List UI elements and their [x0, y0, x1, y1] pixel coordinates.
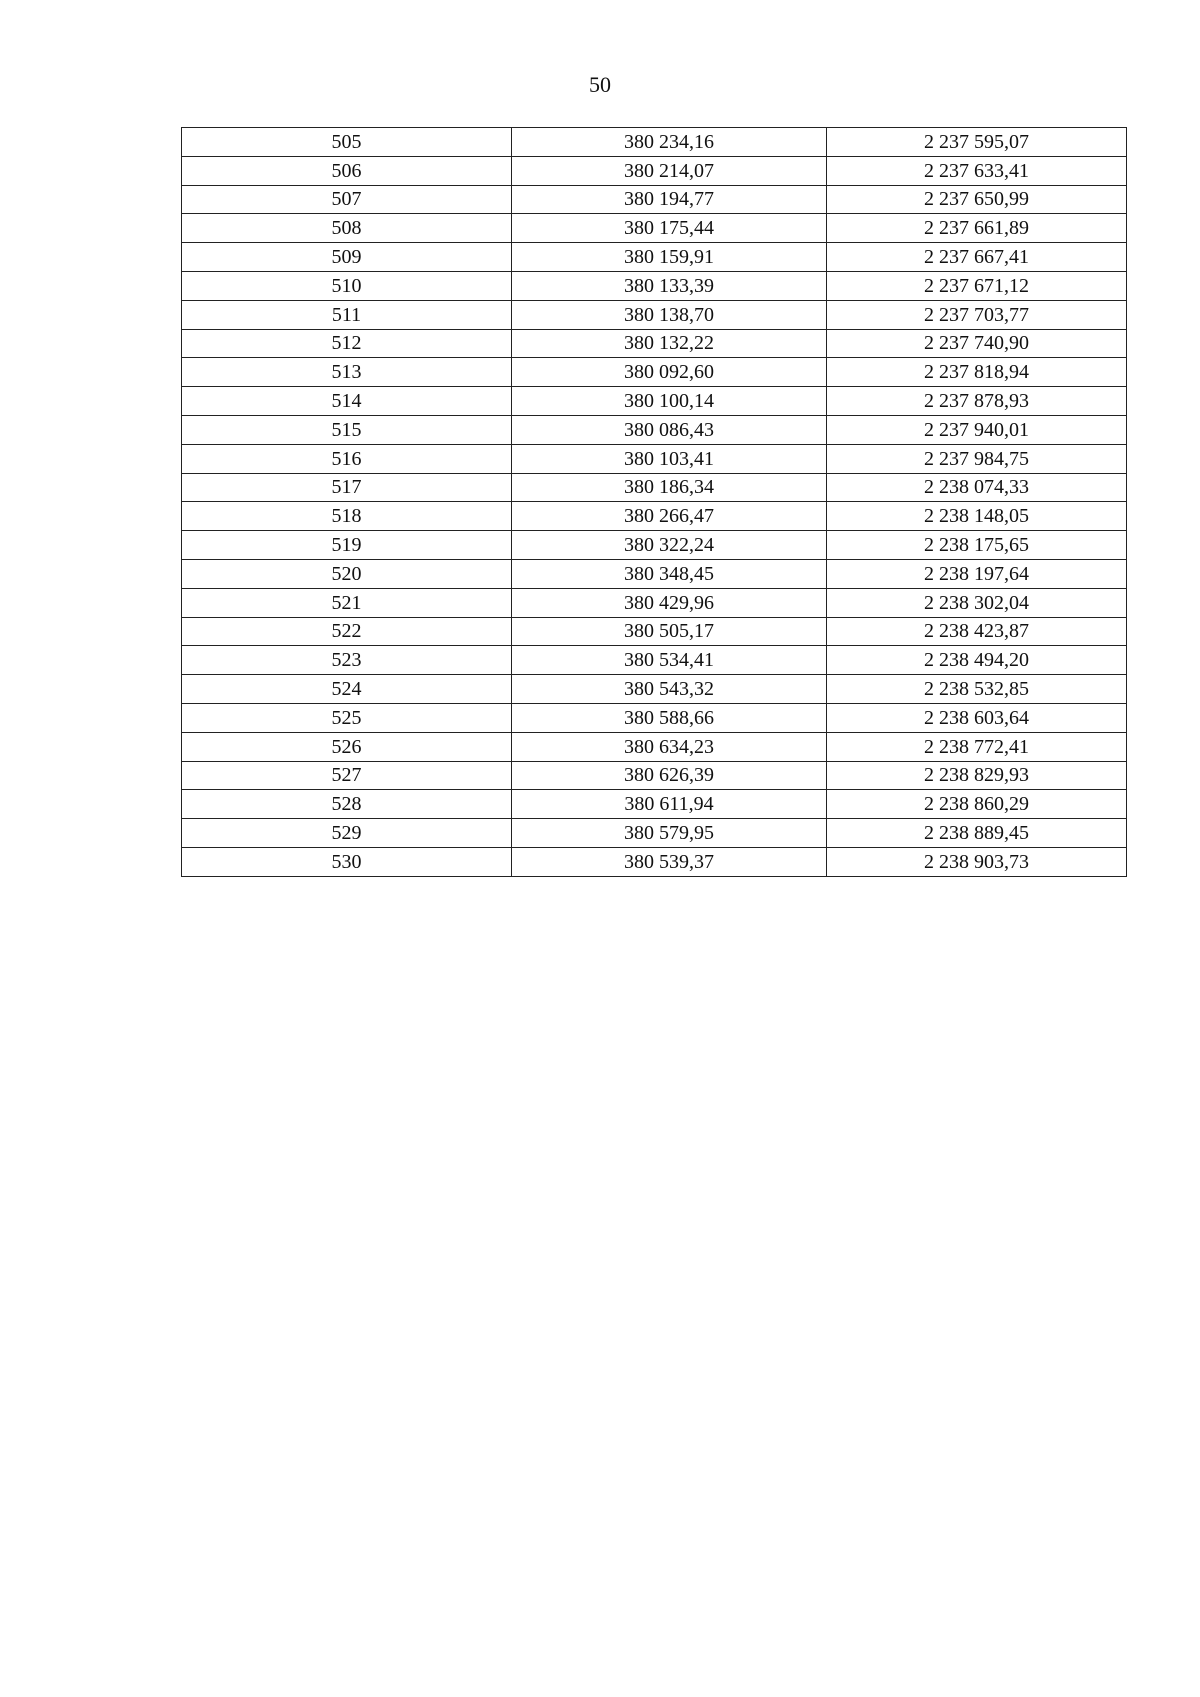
point-number-cell: 511 [182, 300, 512, 329]
y-coordinate-cell: 2 238 175,65 [827, 531, 1127, 560]
table-row [182, 646, 1127, 675]
table-row [182, 415, 1127, 444]
y-coordinate-cell: 2 237 595,07 [827, 128, 1127, 157]
table-row [182, 128, 1127, 157]
x-coordinate-cell: 380 588,66 [512, 703, 827, 732]
x-coordinate-cell: 380 348,45 [512, 559, 827, 588]
x-coordinate-cell: 380 234,16 [512, 128, 827, 157]
point-number-cell: 524 [182, 675, 512, 704]
y-coordinate-cell: 2 237 703,77 [827, 300, 1127, 329]
y-coordinate-cell: 2 237 667,41 [827, 243, 1127, 272]
point-number-cell: 509 [182, 243, 512, 272]
point-number-cell: 523 [182, 646, 512, 675]
x-coordinate-cell: 380 579,95 [512, 819, 827, 848]
page-number: 50 [589, 72, 611, 97]
y-coordinate-cell: 2 238 860,29 [827, 790, 1127, 819]
y-coordinate-cell: 2 237 650,99 [827, 185, 1127, 214]
point-number-cell: 506 [182, 156, 512, 185]
point-number-cell: 528 [182, 790, 512, 819]
coordinates-table [181, 127, 1127, 877]
table-row [182, 761, 1127, 790]
y-coordinate-cell: 2 238 074,33 [827, 473, 1127, 502]
y-coordinate-cell: 2 237 661,89 [827, 214, 1127, 243]
table-row [182, 185, 1127, 214]
point-number-cell: 526 [182, 732, 512, 761]
y-coordinate-cell: 2 237 878,93 [827, 387, 1127, 416]
point-number-cell: 518 [182, 502, 512, 531]
y-coordinate-cell: 2 237 740,90 [827, 329, 1127, 358]
y-coordinate-cell: 2 237 671,12 [827, 271, 1127, 300]
y-coordinate-cell: 2 238 829,93 [827, 761, 1127, 790]
table-row [182, 559, 1127, 588]
y-coordinate-cell: 2 237 633,41 [827, 156, 1127, 185]
x-coordinate-cell: 380 539,37 [512, 847, 827, 876]
x-coordinate-cell: 380 534,41 [512, 646, 827, 675]
y-coordinate-cell: 2 237 984,75 [827, 444, 1127, 473]
point-number-cell: 517 [182, 473, 512, 502]
y-coordinate-cell: 2 237 818,94 [827, 358, 1127, 387]
point-number-cell: 519 [182, 531, 512, 560]
table-row [182, 444, 1127, 473]
x-coordinate-cell: 380 159,91 [512, 243, 827, 272]
table-row [182, 588, 1127, 617]
x-coordinate-cell: 380 175,44 [512, 214, 827, 243]
table-row [182, 732, 1127, 761]
x-coordinate-cell: 380 132,22 [512, 329, 827, 358]
y-coordinate-cell: 2 238 197,64 [827, 559, 1127, 588]
x-coordinate-cell: 380 138,70 [512, 300, 827, 329]
point-number-cell: 510 [182, 271, 512, 300]
x-coordinate-cell: 380 634,23 [512, 732, 827, 761]
x-coordinate-cell: 380 133,39 [512, 271, 827, 300]
y-coordinate-cell: 2 238 494,20 [827, 646, 1127, 675]
point-number-cell: 527 [182, 761, 512, 790]
point-number-cell: 515 [182, 415, 512, 444]
point-number-cell: 514 [182, 387, 512, 416]
table-row [182, 703, 1127, 732]
point-number-cell: 520 [182, 559, 512, 588]
x-coordinate-cell: 380 092,60 [512, 358, 827, 387]
point-number-cell: 516 [182, 444, 512, 473]
point-number-cell: 505 [182, 128, 512, 157]
x-coordinate-cell: 380 626,39 [512, 761, 827, 790]
point-number-cell: 513 [182, 358, 512, 387]
x-coordinate-cell: 380 266,47 [512, 502, 827, 531]
y-coordinate-cell: 2 238 423,87 [827, 617, 1127, 646]
table-row [182, 847, 1127, 876]
y-coordinate-cell: 2 238 148,05 [827, 502, 1127, 531]
x-coordinate-cell: 380 429,96 [512, 588, 827, 617]
y-coordinate-cell: 2 238 302,04 [827, 588, 1127, 617]
table-row [182, 300, 1127, 329]
table-row [182, 502, 1127, 531]
x-coordinate-cell: 380 505,17 [512, 617, 827, 646]
table-row [182, 156, 1127, 185]
y-coordinate-cell: 2 238 772,41 [827, 732, 1127, 761]
point-number-cell: 508 [182, 214, 512, 243]
table-row [182, 473, 1127, 502]
table-row [182, 214, 1127, 243]
table-row [182, 617, 1127, 646]
table-row [182, 243, 1127, 272]
x-coordinate-cell: 380 186,34 [512, 473, 827, 502]
coordinates-table-body [182, 128, 1127, 877]
x-coordinate-cell: 380 611,94 [512, 790, 827, 819]
table-row [182, 675, 1127, 704]
x-coordinate-cell: 380 322,24 [512, 531, 827, 560]
y-coordinate-cell: 2 238 532,85 [827, 675, 1127, 704]
table-row [182, 531, 1127, 560]
y-coordinate-cell: 2 238 603,64 [827, 703, 1127, 732]
point-number-cell: 530 [182, 847, 512, 876]
x-coordinate-cell: 380 194,77 [512, 185, 827, 214]
point-number-cell: 512 [182, 329, 512, 358]
y-coordinate-cell: 2 238 889,45 [827, 819, 1127, 848]
point-number-cell: 507 [182, 185, 512, 214]
x-coordinate-cell: 380 086,43 [512, 415, 827, 444]
x-coordinate-cell: 380 103,41 [512, 444, 827, 473]
point-number-cell: 525 [182, 703, 512, 732]
point-number-cell: 521 [182, 588, 512, 617]
table-row [182, 358, 1127, 387]
table-row [182, 387, 1127, 416]
x-coordinate-cell: 380 543,32 [512, 675, 827, 704]
point-number-cell: 522 [182, 617, 512, 646]
table-row [182, 329, 1127, 358]
point-number-cell: 529 [182, 819, 512, 848]
table-row [182, 271, 1127, 300]
table-row [182, 819, 1127, 848]
table-row [182, 790, 1127, 819]
x-coordinate-cell: 380 214,07 [512, 156, 827, 185]
y-coordinate-cell: 2 238 903,73 [827, 847, 1127, 876]
x-coordinate-cell: 380 100,14 [512, 387, 827, 416]
y-coordinate-cell: 2 237 940,01 [827, 415, 1127, 444]
